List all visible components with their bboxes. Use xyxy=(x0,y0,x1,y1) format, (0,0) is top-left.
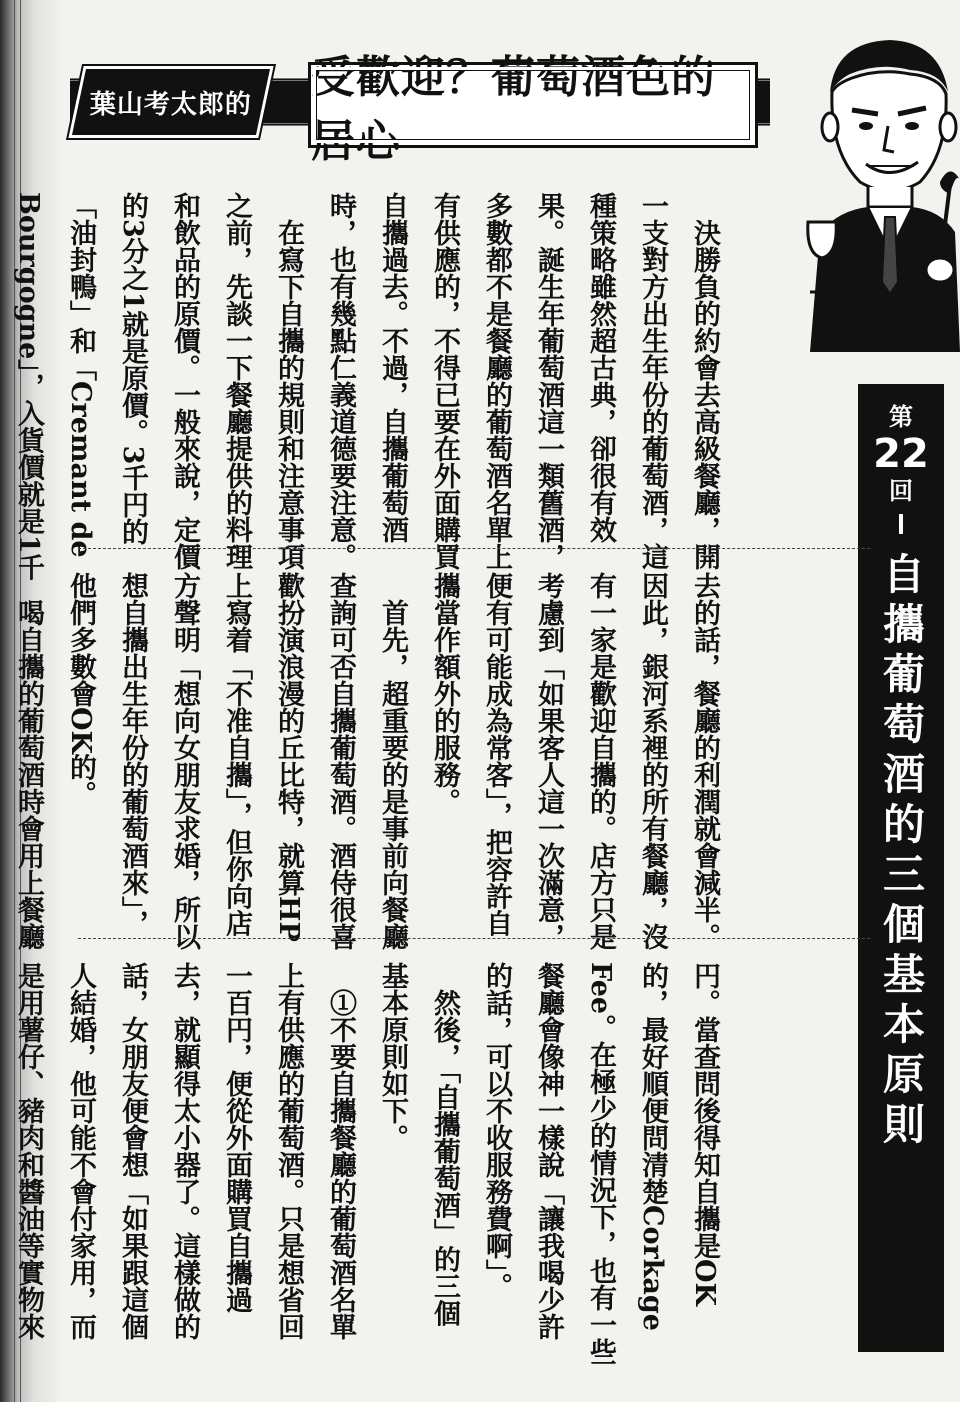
episode-number: 22 xyxy=(873,431,929,477)
text-column: 餐廳會像神一樣說「讓我喝少許 xyxy=(533,962,564,1340)
text-column: 喝自攜的葡萄酒時會用上餐廳 xyxy=(13,572,44,950)
text-column: 果。誕生年葡萄酒這一類舊酒， xyxy=(533,192,564,570)
section-divider xyxy=(78,548,870,549)
text-column: 首先，超重要的是事前向餐廳 xyxy=(377,572,408,950)
text-column: 便有可能成為常客」，把容許自 xyxy=(481,572,512,937)
text-column: 在寫下自攜的規則和注意事項 xyxy=(273,192,304,570)
series-title-box xyxy=(308,52,758,167)
text-column: 決勝負的約會去高級餐廳，開 xyxy=(689,192,720,570)
author-badge xyxy=(68,66,273,138)
text-column: 的3分之1就是原價。3千円的 xyxy=(117,192,148,546)
episode-suffix: 回 xyxy=(889,477,913,505)
text-column: 上有供應的葡萄酒。只是想省回 xyxy=(273,962,304,1340)
text-column: 去，就顯得太小器了。這樣做的 xyxy=(169,962,200,1340)
episode-prefix: 第 xyxy=(889,403,913,431)
text-column: 攜當作額外的服務。 xyxy=(429,572,460,815)
text-column: 円。當查問後得知自攜是OK xyxy=(689,962,720,1306)
text-column: 去的話，餐廳的利潤就會減半。 xyxy=(689,572,720,950)
text-column xyxy=(0,572,2,920)
text-column: 時，也有幾點仁義道德要注意。 xyxy=(325,192,356,570)
text-column: 基本原則如下。 xyxy=(377,962,408,1151)
text-column: 歡扮演浪漫的丘比特，就算HP xyxy=(273,572,304,942)
text-column: 有供應的，不得已要在外面購買 xyxy=(429,192,460,570)
text-column: 一百円，便從外面購買自攜過 xyxy=(221,962,252,1313)
text-column: 和飲品的原價。一般來說，定價 xyxy=(169,192,200,570)
text-column: 人結婚，他可能不會付家用，而 xyxy=(65,962,96,1340)
text-column: 他們多數會OK的。 xyxy=(65,572,96,808)
episode-divider xyxy=(899,514,903,534)
series-title: 受歡迎？葡萄酒色的居心 xyxy=(311,52,716,167)
text-column: ①不要自攜餐廳的葡萄酒名單 xyxy=(325,962,356,1340)
text-column: 方聲明「想向女朋友求婚，所以 xyxy=(169,572,200,950)
text-column: 自攜過去。不過，自攜葡萄酒 xyxy=(377,192,408,543)
episode-title-column xyxy=(858,384,944,1352)
text-column: 查詢可否自攜葡萄酒。酒侍很喜 xyxy=(325,572,356,950)
article-section-1 xyxy=(0,192,730,581)
article-section-3 xyxy=(0,962,730,1366)
author-name: 葉山考太郎的 xyxy=(89,89,252,120)
text-column: 之前，先談一下餐廳提供的料理 xyxy=(221,192,252,570)
section-divider xyxy=(78,938,870,939)
text-column: 想自攜出生年份的葡萄酒來」， xyxy=(117,572,148,937)
episode-title: 自攜葡萄酒的三個基本原則 xyxy=(877,552,926,1152)
column-header xyxy=(70,52,770,167)
text-column: Bourgogne」，入貨價就是1千 xyxy=(13,192,44,581)
text-column: 話，女朋友便會想「如果跟這個 xyxy=(117,962,148,1340)
text-column: Fee。在極少的情況下，也有一些 xyxy=(585,962,616,1366)
text-column: 上寫着「不准自攜」，但你向店 xyxy=(221,572,252,937)
text-column: 因此，銀河系裡的所有餐廳，沒 xyxy=(637,572,668,950)
text-column: 的，最好順便問清楚Corkage xyxy=(637,962,668,1331)
text-column: 多數都不是餐廳的葡萄酒名單上 xyxy=(481,192,512,570)
text-column: 一支對方出生年份的葡萄酒，這 xyxy=(637,192,668,570)
text-column: 「油封鴨」和「Cremant de xyxy=(65,192,96,558)
text-column xyxy=(0,962,2,1302)
text-column: 種策略雖然超古典，卻很有效 xyxy=(585,192,616,543)
author-caricature xyxy=(790,22,960,362)
text-column: 考慮到「如果客人這一次滿意， xyxy=(533,572,564,950)
text-column: 然後，「自攜葡萄酒」的三個 xyxy=(429,962,460,1327)
text-column: 有一家是歡迎自攜的。店方只是 xyxy=(585,572,616,950)
text-column: 是用薯仔、豬肉和醬油等實物來 xyxy=(13,962,44,1340)
article-section-2 xyxy=(0,572,730,950)
text-column xyxy=(0,192,2,532)
text-column: 的話，可以不收服務費啊」。 xyxy=(481,962,512,1300)
